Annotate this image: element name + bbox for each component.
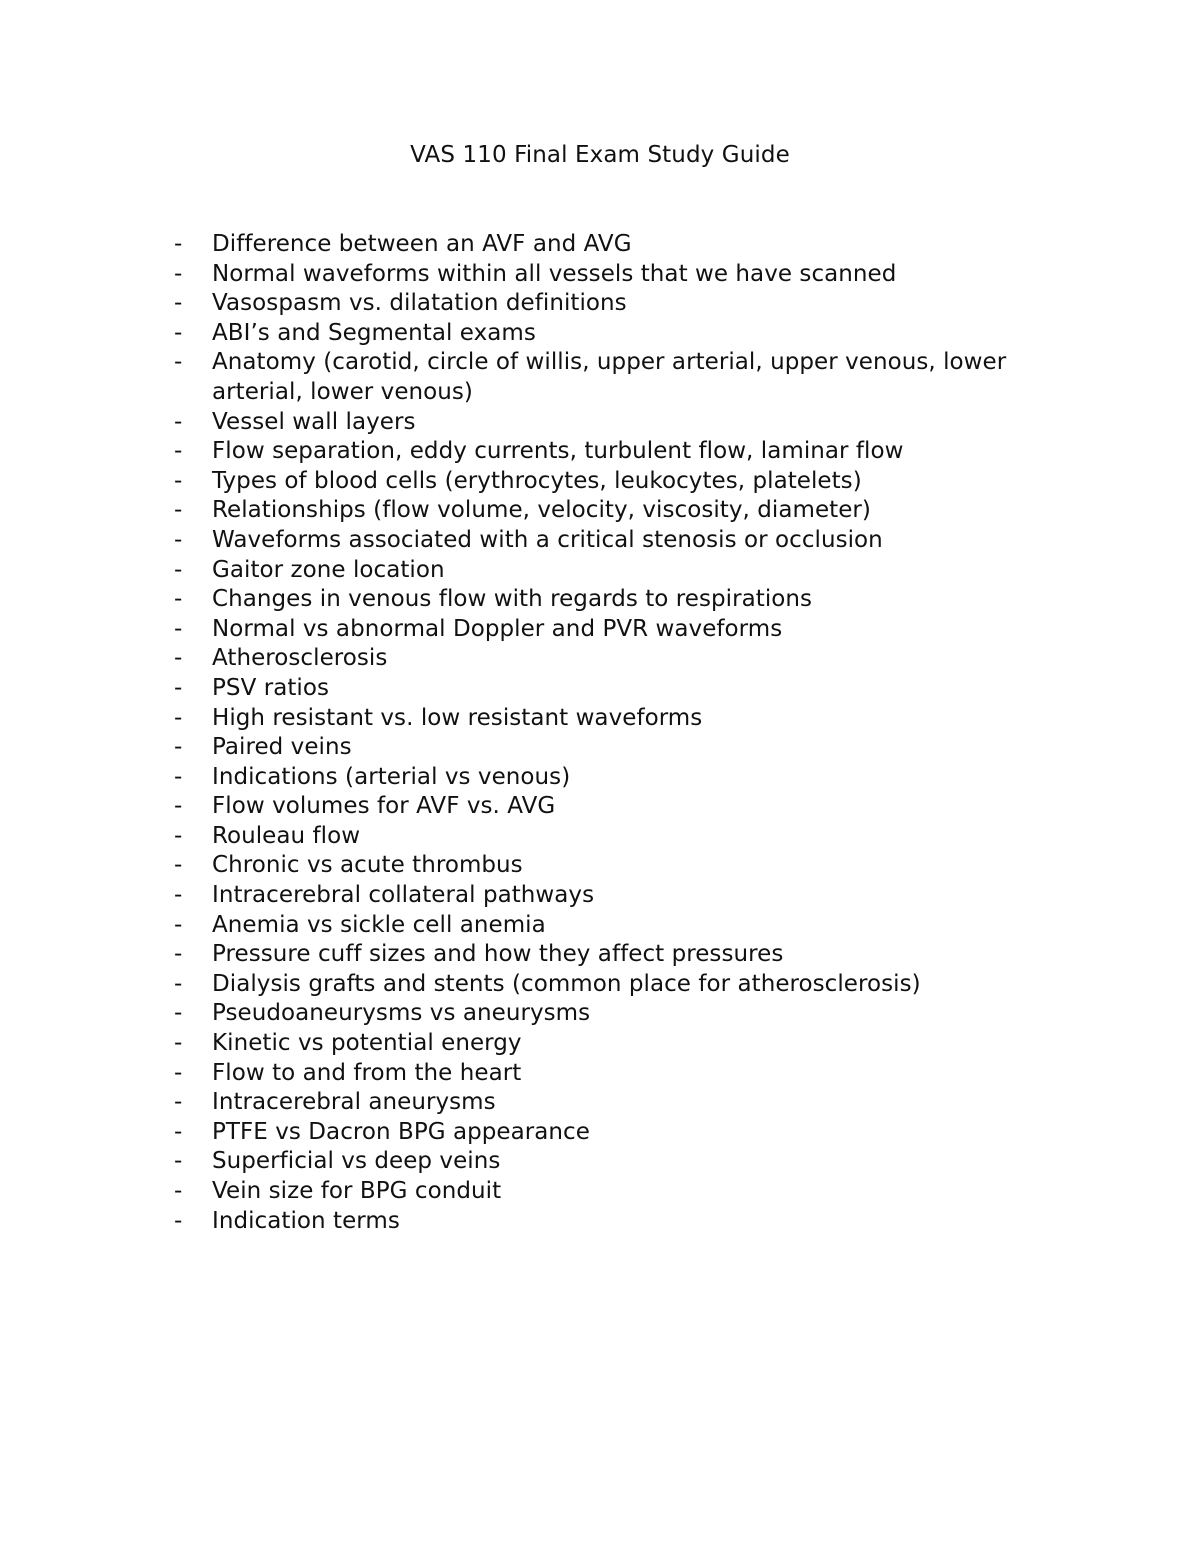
- list-item-text: Waveforms associated with a critical stenosis or occlusion: [212, 526, 883, 553]
- dash-bullet: -: [174, 1030, 183, 1057]
- list-item: [174, 496, 1054, 526]
- list-item: [174, 644, 1054, 674]
- dash-bullet: -: [174, 231, 183, 257]
- dash-bullet: -: [174, 408, 183, 435]
- list-item: [174, 585, 1054, 615]
- list-item: [174, 911, 1054, 941]
- list-item: [174, 1029, 1054, 1059]
- list-item-text: Difference between an AVF and AVG: [212, 231, 632, 257]
- dash-bullet: -: [174, 438, 183, 465]
- list-item: [174, 319, 1054, 349]
- list-item-text: Indication terms: [212, 1207, 400, 1234]
- list-item-text: Flow volumes for AVF vs. AVG: [212, 793, 556, 820]
- list-item-text: Pressure cuff sizes and how they affect pressures: [212, 941, 784, 968]
- list-item-text: Dialysis grafts and stents (common place for atherosclerosis): [212, 970, 921, 997]
- list-item: [174, 289, 1054, 319]
- dash-bullet: -: [174, 882, 183, 909]
- dash-bullet: -: [174, 1059, 183, 1086]
- dash-bullet: -: [174, 615, 183, 642]
- list-item: [174, 1207, 1054, 1237]
- dash-bullet: -: [174, 970, 183, 997]
- list-item-text: ABI’s and Segmental exams: [212, 319, 536, 346]
- dash-bullet: -: [174, 260, 183, 287]
- list-item-text: Changes in venous flow with regards to respirations: [212, 586, 813, 613]
- list-item: [174, 674, 1054, 704]
- list-item-text: Vessel wall layers: [212, 408, 416, 435]
- dash-bullet: -: [174, 822, 183, 849]
- dash-bullet: -: [174, 290, 183, 317]
- dash-bullet: -: [174, 674, 183, 701]
- list-item-text: Chronic vs acute thrombus: [212, 852, 523, 879]
- list-item-text: Atherosclerosis: [212, 645, 388, 672]
- list-item: [174, 1088, 1054, 1118]
- list-item: [174, 408, 1054, 438]
- list-item: [174, 1147, 1054, 1177]
- list-item: [174, 940, 1054, 970]
- list-item: [174, 615, 1054, 645]
- dash-bullet: -: [174, 941, 183, 968]
- list-item-text: Superficial vs deep veins: [212, 1148, 501, 1175]
- page-title: VAS 110 Final Exam Study Guide: [410, 142, 790, 168]
- list-item-text: Anemia vs sickle cell anemia: [212, 911, 546, 938]
- list-item: [174, 1118, 1054, 1148]
- list-item: [174, 348, 1054, 407]
- list-item-text: Flow separation, eddy currents, turbulent flow, laminar flow: [212, 438, 904, 465]
- dash-bullet: -: [174, 526, 183, 553]
- list-item-text: Intracerebral collateral pathways: [212, 882, 595, 909]
- list-item-text: Intracerebral aneurysms: [212, 1089, 496, 1116]
- list-item: [174, 467, 1054, 497]
- dash-bullet: -: [174, 319, 183, 346]
- dash-bullet: -: [174, 704, 183, 731]
- list-item: [174, 851, 1054, 881]
- dash-bullet: -: [174, 349, 183, 376]
- list-item-text: Vein size for BPG conduit: [212, 1178, 502, 1204]
- list-item-text: Relationships (flow volume, velocity, viscosity, diameter): [212, 497, 871, 524]
- list-item-text: Kinetic vs potential energy: [212, 1030, 522, 1057]
- list-item: [174, 1059, 1054, 1089]
- list-item-text: Indications (arterial vs venous): [212, 763, 571, 790]
- list-item: [174, 792, 1054, 822]
- list-item-text: Types of blood cells (erythrocytes, leukocytes, platelets): [212, 467, 862, 494]
- dash-bullet: -: [174, 556, 183, 583]
- list-item-text: Vasospasm vs. dilatation definitions: [212, 290, 627, 317]
- list-item-text: PTFE vs Dacron BPG appearance: [212, 1118, 590, 1145]
- study-topic-list: [174, 230, 1054, 1236]
- list-item: [174, 999, 1054, 1029]
- list-item-text: Paired veins: [212, 734, 352, 761]
- list-item-text: High resistant vs. low resistant waveforms: [212, 704, 703, 731]
- list-item-text: Rouleau flow: [212, 822, 361, 849]
- list-item: [174, 260, 1054, 290]
- dash-bullet: -: [174, 763, 183, 790]
- dash-bullet: -: [174, 734, 183, 761]
- list-item: [174, 704, 1054, 734]
- dash-bullet: -: [174, 586, 183, 613]
- dash-bullet: -: [174, 911, 183, 938]
- list-item: [174, 526, 1054, 556]
- list-item: [174, 437, 1054, 467]
- dash-bullet: -: [174, 1178, 183, 1204]
- dash-bullet: -: [174, 1089, 183, 1116]
- list-item-text: PSV ratios: [212, 674, 330, 701]
- list-item: [174, 733, 1054, 763]
- dash-bullet: -: [174, 852, 183, 879]
- dash-bullet: -: [174, 1207, 183, 1234]
- dash-bullet: -: [174, 467, 183, 494]
- list-item: [174, 230, 1054, 260]
- list-item-text: Pseudoaneurysms vs aneurysms: [212, 1000, 591, 1027]
- dash-bullet: -: [174, 497, 183, 524]
- list-item: [174, 556, 1054, 586]
- list-item: [174, 822, 1054, 852]
- list-item-text: Anatomy (carotid, circle of willis, upper arterial, upper venous, lower arterial, lower venous): [212, 349, 1007, 405]
- list-item-text: Normal waveforms within all vessels that we have scanned: [212, 260, 897, 287]
- list-item: [174, 881, 1054, 911]
- list-item: [174, 763, 1054, 793]
- dash-bullet: -: [174, 1118, 183, 1145]
- list-item-text: Normal vs abnormal Doppler and PVR waveforms: [212, 615, 783, 642]
- dash-bullet: -: [174, 1148, 183, 1175]
- dash-bullet: -: [174, 1000, 183, 1027]
- list-item-text: Gaitor zone location: [212, 556, 445, 583]
- dash-bullet: -: [174, 645, 183, 672]
- list-item: [174, 970, 1054, 1000]
- dash-bullet: -: [174, 793, 183, 820]
- list-item-text: Flow to and from the heart: [212, 1059, 522, 1086]
- list-item: [174, 1177, 1054, 1207]
